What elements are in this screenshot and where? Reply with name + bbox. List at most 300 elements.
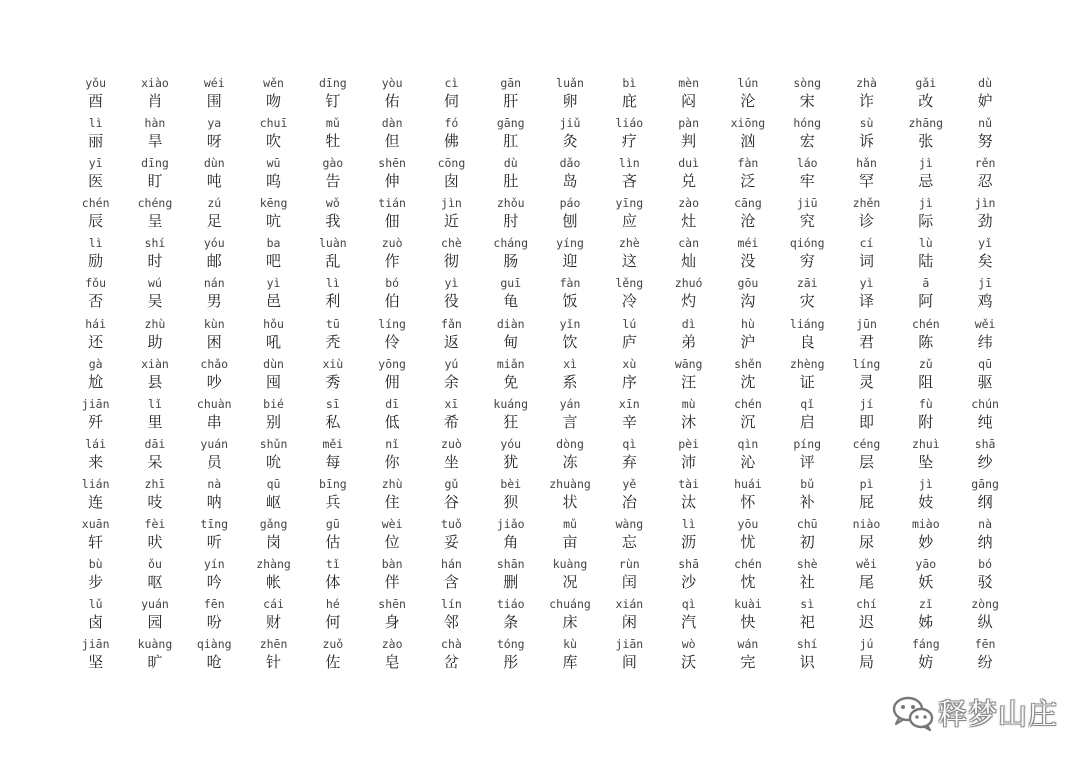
char-cell: [955, 517, 1014, 557]
char-cell: [600, 236, 659, 276]
pinyin-label: nǐ: [385, 436, 400, 451]
hanzi-character: 肝: [503, 92, 519, 110]
hanzi-character: 冻: [562, 452, 578, 471]
pinyin-label: yín: [203, 557, 225, 572]
pinyin-label: chuáng: [549, 597, 591, 612]
pinyin-label: tǐ: [325, 557, 340, 572]
hanzi-character: 灼: [681, 292, 697, 311]
pinyin-label: gān: [500, 76, 522, 90]
char-cell: [955, 557, 1014, 597]
hanzi-character: 彤: [503, 653, 519, 672]
pinyin-label: chuàn: [196, 396, 232, 411]
pinyin-label: xiào: [141, 76, 169, 90]
hanzi-character: 吨: [206, 172, 222, 191]
hanzi-character: 近: [443, 212, 459, 231]
char-cell: [481, 76, 540, 116]
pinyin-label: qū: [978, 356, 993, 371]
pinyin-label: jiū: [796, 196, 818, 211]
hanzi-character: 弃: [621, 452, 637, 471]
char-cell: [481, 477, 540, 517]
char-cell: [837, 557, 896, 597]
pinyin-label: mù: [681, 396, 696, 411]
hanzi-character: 矣: [977, 252, 993, 271]
hanzi-character: 甸: [503, 332, 519, 351]
char-cell: [718, 116, 777, 156]
char-cell: [896, 477, 955, 517]
hanzi-character: 男: [206, 292, 222, 311]
hanzi-character: 状: [562, 492, 578, 511]
hanzi-character: 君: [859, 332, 875, 351]
pinyin-label: zú: [207, 196, 222, 211]
pinyin-character-grid: [66, 76, 1015, 677]
pinyin-label: shēn: [378, 597, 406, 612]
pinyin-label: zhuì: [911, 436, 940, 451]
char-cell: [955, 477, 1014, 517]
hanzi-character: 局: [859, 653, 875, 672]
pinyin-label: wò: [681, 637, 696, 652]
pinyin-label: xiàn: [141, 356, 169, 371]
pinyin-label: nǔ: [978, 116, 993, 131]
pinyin-label: dù: [978, 76, 993, 90]
hanzi-character: 吩: [206, 613, 222, 632]
hanzi-character: 钉: [325, 92, 341, 110]
char-cell: [718, 276, 777, 316]
char-cell: [955, 236, 1014, 276]
char-cell: [185, 156, 244, 196]
char-cell: [422, 477, 481, 517]
char-cell: [422, 196, 481, 236]
char-cell: [303, 156, 362, 196]
char-cell: [540, 637, 599, 677]
pinyin-label: cāng: [734, 196, 762, 211]
pinyin-label: dīng: [141, 156, 169, 171]
hanzi-character: 乱: [325, 252, 341, 271]
pinyin-label: fàn: [559, 276, 581, 291]
pinyin-label: gǎi: [915, 76, 937, 90]
hanzi-character: 灶: [681, 212, 697, 231]
pinyin-label: yì: [266, 276, 281, 291]
pinyin-label: yōu: [737, 517, 759, 532]
char-cell: [362, 156, 421, 196]
pinyin-label: zhǒu: [496, 196, 525, 211]
char-cell: [896, 437, 955, 477]
hanzi-character: 忱: [740, 573, 756, 592]
hanzi-character: 丽: [88, 132, 104, 151]
char-cell: [778, 477, 837, 517]
pinyin-label: lù: [918, 236, 933, 251]
hanzi-character: 证: [799, 372, 815, 391]
char-cell: [540, 557, 599, 597]
char-cell: [600, 437, 659, 477]
hanzi-character: 针: [266, 653, 282, 672]
hanzi-character: 旷: [147, 653, 163, 672]
char-cell: [718, 156, 777, 196]
hanzi-character: 良: [799, 332, 815, 351]
hanzi-character: 医: [88, 172, 104, 191]
char-cell: [362, 236, 421, 276]
pinyin-label: chǎo: [200, 356, 229, 371]
char-cell: [481, 397, 540, 437]
hanzi-character: 妓: [918, 492, 934, 511]
pinyin-label: líng: [852, 356, 881, 371]
pinyin-label: yī: [88, 156, 103, 171]
pinyin-label: dùn: [263, 356, 284, 371]
char-cell: [244, 397, 303, 437]
pinyin-label: pì: [859, 476, 874, 491]
hanzi-character: 肠: [503, 252, 519, 271]
hanzi-character: 劲: [977, 212, 993, 231]
char-cell: [837, 637, 896, 677]
char-cell: [481, 517, 540, 557]
hanzi-character: 妖: [918, 573, 934, 592]
char-cell: [244, 76, 303, 116]
char-cell: [778, 597, 837, 637]
hanzi-character: 沐: [681, 412, 697, 431]
pinyin-label: zhù: [144, 316, 166, 331]
char-cell: [244, 236, 303, 276]
hanzi-character: 轩: [88, 533, 104, 552]
char-cell: [600, 196, 659, 236]
pinyin-label: xīn: [618, 396, 640, 411]
pinyin-label: tián: [378, 196, 406, 211]
pinyin-label: wàng: [615, 517, 644, 532]
char-cell: [481, 276, 540, 316]
char-cell: [837, 156, 896, 196]
pinyin-label: wāng: [674, 356, 703, 371]
char-cell: [125, 357, 184, 397]
hanzi-character: 佃: [384, 212, 400, 231]
pinyin-label: qì: [622, 436, 637, 451]
hanzi-character: 沦: [740, 92, 756, 110]
char-cell: [955, 317, 1014, 357]
hanzi-character: 尾: [859, 573, 875, 592]
hanzi-character: 忘: [621, 533, 637, 552]
pinyin-label: qū: [266, 476, 281, 491]
pinyin-label: sòng: [793, 76, 822, 90]
hanzi-character: 庐: [621, 332, 637, 351]
pinyin-label: wū: [266, 156, 281, 171]
char-cell: [303, 597, 362, 637]
pinyin-label: gū: [325, 517, 340, 532]
char-cell: [955, 357, 1014, 397]
hanzi-character: 快: [740, 613, 756, 632]
pinyin-label: cháng: [493, 236, 529, 251]
hanzi-character: 低: [384, 412, 400, 431]
pinyin-label: yě: [622, 476, 637, 491]
hanzi-character: 役: [443, 292, 459, 311]
pinyin-label: yuán: [200, 436, 229, 451]
hanzi-character: 兵: [325, 492, 341, 511]
pinyin-label: yīng: [615, 196, 644, 211]
pinyin-label: jiān: [81, 637, 110, 652]
hanzi-character: 酉: [88, 92, 104, 110]
watermark: [890, 692, 1058, 733]
pinyin-label: zhēn: [259, 637, 288, 652]
hanzi-character: 县: [147, 372, 163, 391]
hanzi-character: 员: [206, 452, 222, 471]
char-cell: [718, 637, 777, 677]
hanzi-character: 励: [88, 252, 104, 271]
hanzi-character: 庇: [621, 92, 637, 110]
hanzi-character: 完: [740, 653, 756, 672]
hanzi-character: 吻: [266, 92, 282, 110]
hanzi-character: 步: [88, 573, 104, 592]
pinyin-label: jiǔ: [559, 116, 581, 131]
pinyin-label: jī: [978, 276, 993, 291]
char-cell: [778, 236, 837, 276]
pinyin-label: jiǎo: [496, 517, 525, 532]
hanzi-character: 你: [384, 452, 400, 471]
pinyin-label: ya: [207, 116, 222, 131]
pinyin-label: tuǒ: [441, 517, 462, 532]
char-cell: [896, 517, 955, 557]
hanzi-character: 肖: [147, 92, 163, 110]
pinyin-label: lái: [85, 436, 107, 451]
hanzi-character: 改: [918, 92, 934, 110]
char-cell: [718, 557, 777, 597]
char-cell: [303, 357, 362, 397]
hanzi-character: 身: [384, 613, 400, 632]
hanzi-character: 利: [325, 292, 341, 311]
char-cell: [185, 557, 244, 597]
hanzi-character: 足: [206, 212, 222, 231]
char-cell: [422, 357, 481, 397]
char-cell: [422, 317, 481, 357]
char-cell: [837, 477, 896, 517]
pinyin-label: kēng: [259, 196, 288, 211]
char-cell: [66, 116, 125, 156]
pinyin-label: rěn: [974, 156, 996, 171]
char-cell: [600, 637, 659, 677]
hanzi-character: 沥: [681, 533, 697, 552]
char-cell: [837, 357, 896, 397]
hanzi-character: 纳: [977, 533, 993, 552]
char-cell: [955, 276, 1014, 316]
hanzi-character: 吹: [266, 132, 282, 151]
char-cell: [303, 437, 362, 477]
pinyin-label: yóu: [203, 236, 225, 251]
hanzi-character: 卵: [562, 92, 578, 110]
pinyin-label: qiàng: [196, 637, 232, 652]
hanzi-character: 纯: [977, 412, 993, 431]
pinyin-label: hóng: [793, 116, 822, 131]
hanzi-character: 作: [384, 252, 400, 271]
char-cell: [185, 276, 244, 316]
pinyin-label: zòng: [971, 597, 999, 612]
hanzi-character: 识: [799, 653, 815, 672]
hanzi-character: 沪: [740, 332, 756, 351]
pinyin-label: fēn: [203, 597, 225, 612]
pinyin-label: lì: [681, 517, 696, 532]
pinyin-label: huái: [734, 476, 762, 491]
hanzi-character: 体: [325, 573, 341, 592]
hanzi-character: 岖: [266, 492, 282, 511]
char-cell: [837, 236, 896, 276]
char-cell: [244, 196, 303, 236]
hanzi-character: 序: [621, 372, 637, 391]
char-cell: [185, 76, 244, 116]
hanzi-character: 坐: [443, 452, 459, 471]
pinyin-label: chén: [911, 316, 940, 331]
pinyin-label: liáo: [615, 116, 644, 131]
char-cell: [837, 397, 896, 437]
char-cell: [540, 236, 599, 276]
hanzi-character: 伴: [384, 573, 400, 592]
pinyin-label: lì: [325, 276, 340, 291]
hanzi-character: 坚: [88, 653, 104, 672]
char-cell: [659, 597, 718, 637]
hanzi-character: 驳: [977, 573, 993, 592]
hanzi-character: 没: [740, 252, 756, 271]
pinyin-label: yú: [444, 356, 459, 371]
hanzi-character: 狈: [503, 492, 519, 511]
hanzi-character: 盯: [147, 172, 163, 191]
char-cell: [837, 517, 896, 557]
hanzi-character: 阻: [918, 372, 934, 391]
pinyin-label: wǒ: [325, 196, 340, 211]
pinyin-label: dòng: [556, 436, 584, 451]
hanzi-character: 初: [799, 533, 815, 552]
char-cell: [362, 357, 421, 397]
pinyin-label: méi: [737, 236, 759, 251]
char-cell: [303, 637, 362, 677]
pinyin-label: xuān: [81, 517, 110, 532]
hanzi-character: 时: [147, 252, 163, 271]
pinyin-label: fǎn: [441, 316, 462, 331]
char-cell: [955, 597, 1014, 637]
hanzi-character: 辰: [88, 212, 104, 231]
pinyin-label: píng: [793, 436, 822, 451]
hanzi-character: 系: [562, 372, 578, 391]
pinyin-label: zhuó: [674, 276, 703, 291]
pinyin-label: zhà: [856, 76, 877, 90]
hanzi-character: 尬: [88, 372, 104, 391]
pinyin-label: zào: [678, 196, 699, 211]
hanzi-character: 我: [325, 212, 341, 231]
char-cell: [540, 317, 599, 357]
hanzi-character: 免: [503, 372, 519, 391]
pinyin-label: kuài: [734, 597, 762, 612]
hanzi-character: 伯: [384, 292, 400, 311]
char-cell: [303, 236, 362, 276]
char-cell: [481, 357, 540, 397]
hanzi-character: 妒: [977, 92, 993, 110]
pinyin-label: dīng: [318, 76, 347, 90]
hanzi-character: 呕: [147, 573, 163, 592]
char-cell: [896, 116, 955, 156]
char-cell: [837, 276, 896, 316]
char-cell: [481, 116, 540, 156]
pinyin-label: dǎo: [559, 156, 581, 171]
hanzi-character: 饮: [562, 332, 578, 351]
char-cell: [66, 557, 125, 597]
char-cell: [540, 477, 599, 517]
char-cell: [66, 397, 125, 437]
char-cell: [896, 597, 955, 637]
pinyin-label: shè: [796, 557, 818, 572]
char-cell: [185, 597, 244, 637]
char-cell: [422, 637, 481, 677]
hanzi-character: 伸: [384, 172, 400, 191]
pinyin-label: yì: [859, 276, 874, 291]
char-cell: [718, 437, 777, 477]
pinyin-label: zhù: [381, 476, 403, 491]
pinyin-label: dī: [385, 396, 400, 411]
hanzi-character: 彻: [443, 252, 459, 271]
pinyin-label: kuàng: [552, 557, 588, 572]
char-cell: [66, 637, 125, 677]
char-cell: [778, 76, 837, 116]
hanzi-character: 伺: [443, 92, 459, 110]
hanzi-character: 灵: [859, 372, 875, 391]
char-cell: [422, 76, 481, 116]
char-cell: [481, 437, 540, 477]
hanzi-character: 妥: [443, 533, 459, 552]
hanzi-character: 佑: [384, 92, 400, 110]
pinyin-label: jú: [859, 637, 874, 652]
char-cell: [185, 317, 244, 357]
char-cell: [955, 76, 1014, 116]
char-cell: [659, 317, 718, 357]
char-cell: [778, 557, 837, 597]
char-cell: [185, 236, 244, 276]
pinyin-label: bó: [978, 557, 993, 572]
char-cell: [66, 196, 125, 236]
pinyin-label: tóng: [496, 637, 525, 652]
char-cell: [778, 156, 837, 196]
pinyin-label: shēn: [378, 156, 406, 171]
pinyin-label: zhěn: [852, 196, 881, 211]
hanzi-character: 姊: [918, 613, 934, 632]
hanzi-character: 歼: [88, 412, 104, 431]
char-cell: [837, 76, 896, 116]
char-cell: [66, 317, 125, 357]
pinyin-label: lěng: [615, 276, 644, 291]
pinyin-label: kuáng: [493, 396, 529, 411]
char-cell: [362, 517, 421, 557]
char-cell: [659, 276, 718, 316]
hanzi-character: 亩: [562, 533, 578, 552]
char-cell: [66, 236, 125, 276]
pinyin-label: bó: [385, 276, 400, 291]
char-cell: [600, 317, 659, 357]
char-cell: [422, 236, 481, 276]
char-cell: [718, 196, 777, 236]
pinyin-label: bàn: [381, 557, 403, 572]
pinyin-label: chún: [971, 396, 999, 411]
char-cell: [422, 437, 481, 477]
char-cell: [362, 317, 421, 357]
char-cell: [659, 196, 718, 236]
char-cell: [125, 477, 184, 517]
hanzi-character: 张: [918, 132, 934, 151]
pinyin-label: zǐ: [918, 597, 933, 612]
pinyin-label: gǔ: [444, 476, 459, 491]
char-cell: [481, 557, 540, 597]
hanzi-character: 妙: [918, 533, 934, 552]
hanzi-character: 汽: [681, 613, 697, 632]
char-cell: [778, 357, 837, 397]
char-cell: [185, 477, 244, 517]
char-cell: [362, 597, 421, 637]
hanzi-character: 龟: [503, 292, 519, 311]
pinyin-label: páo: [559, 196, 581, 211]
hanzi-character: 伶: [384, 332, 400, 351]
pinyin-label: ba: [266, 236, 281, 251]
char-cell: [718, 397, 777, 437]
pinyin-label: fó: [444, 116, 459, 131]
pinyin-label: lì: [88, 116, 103, 131]
